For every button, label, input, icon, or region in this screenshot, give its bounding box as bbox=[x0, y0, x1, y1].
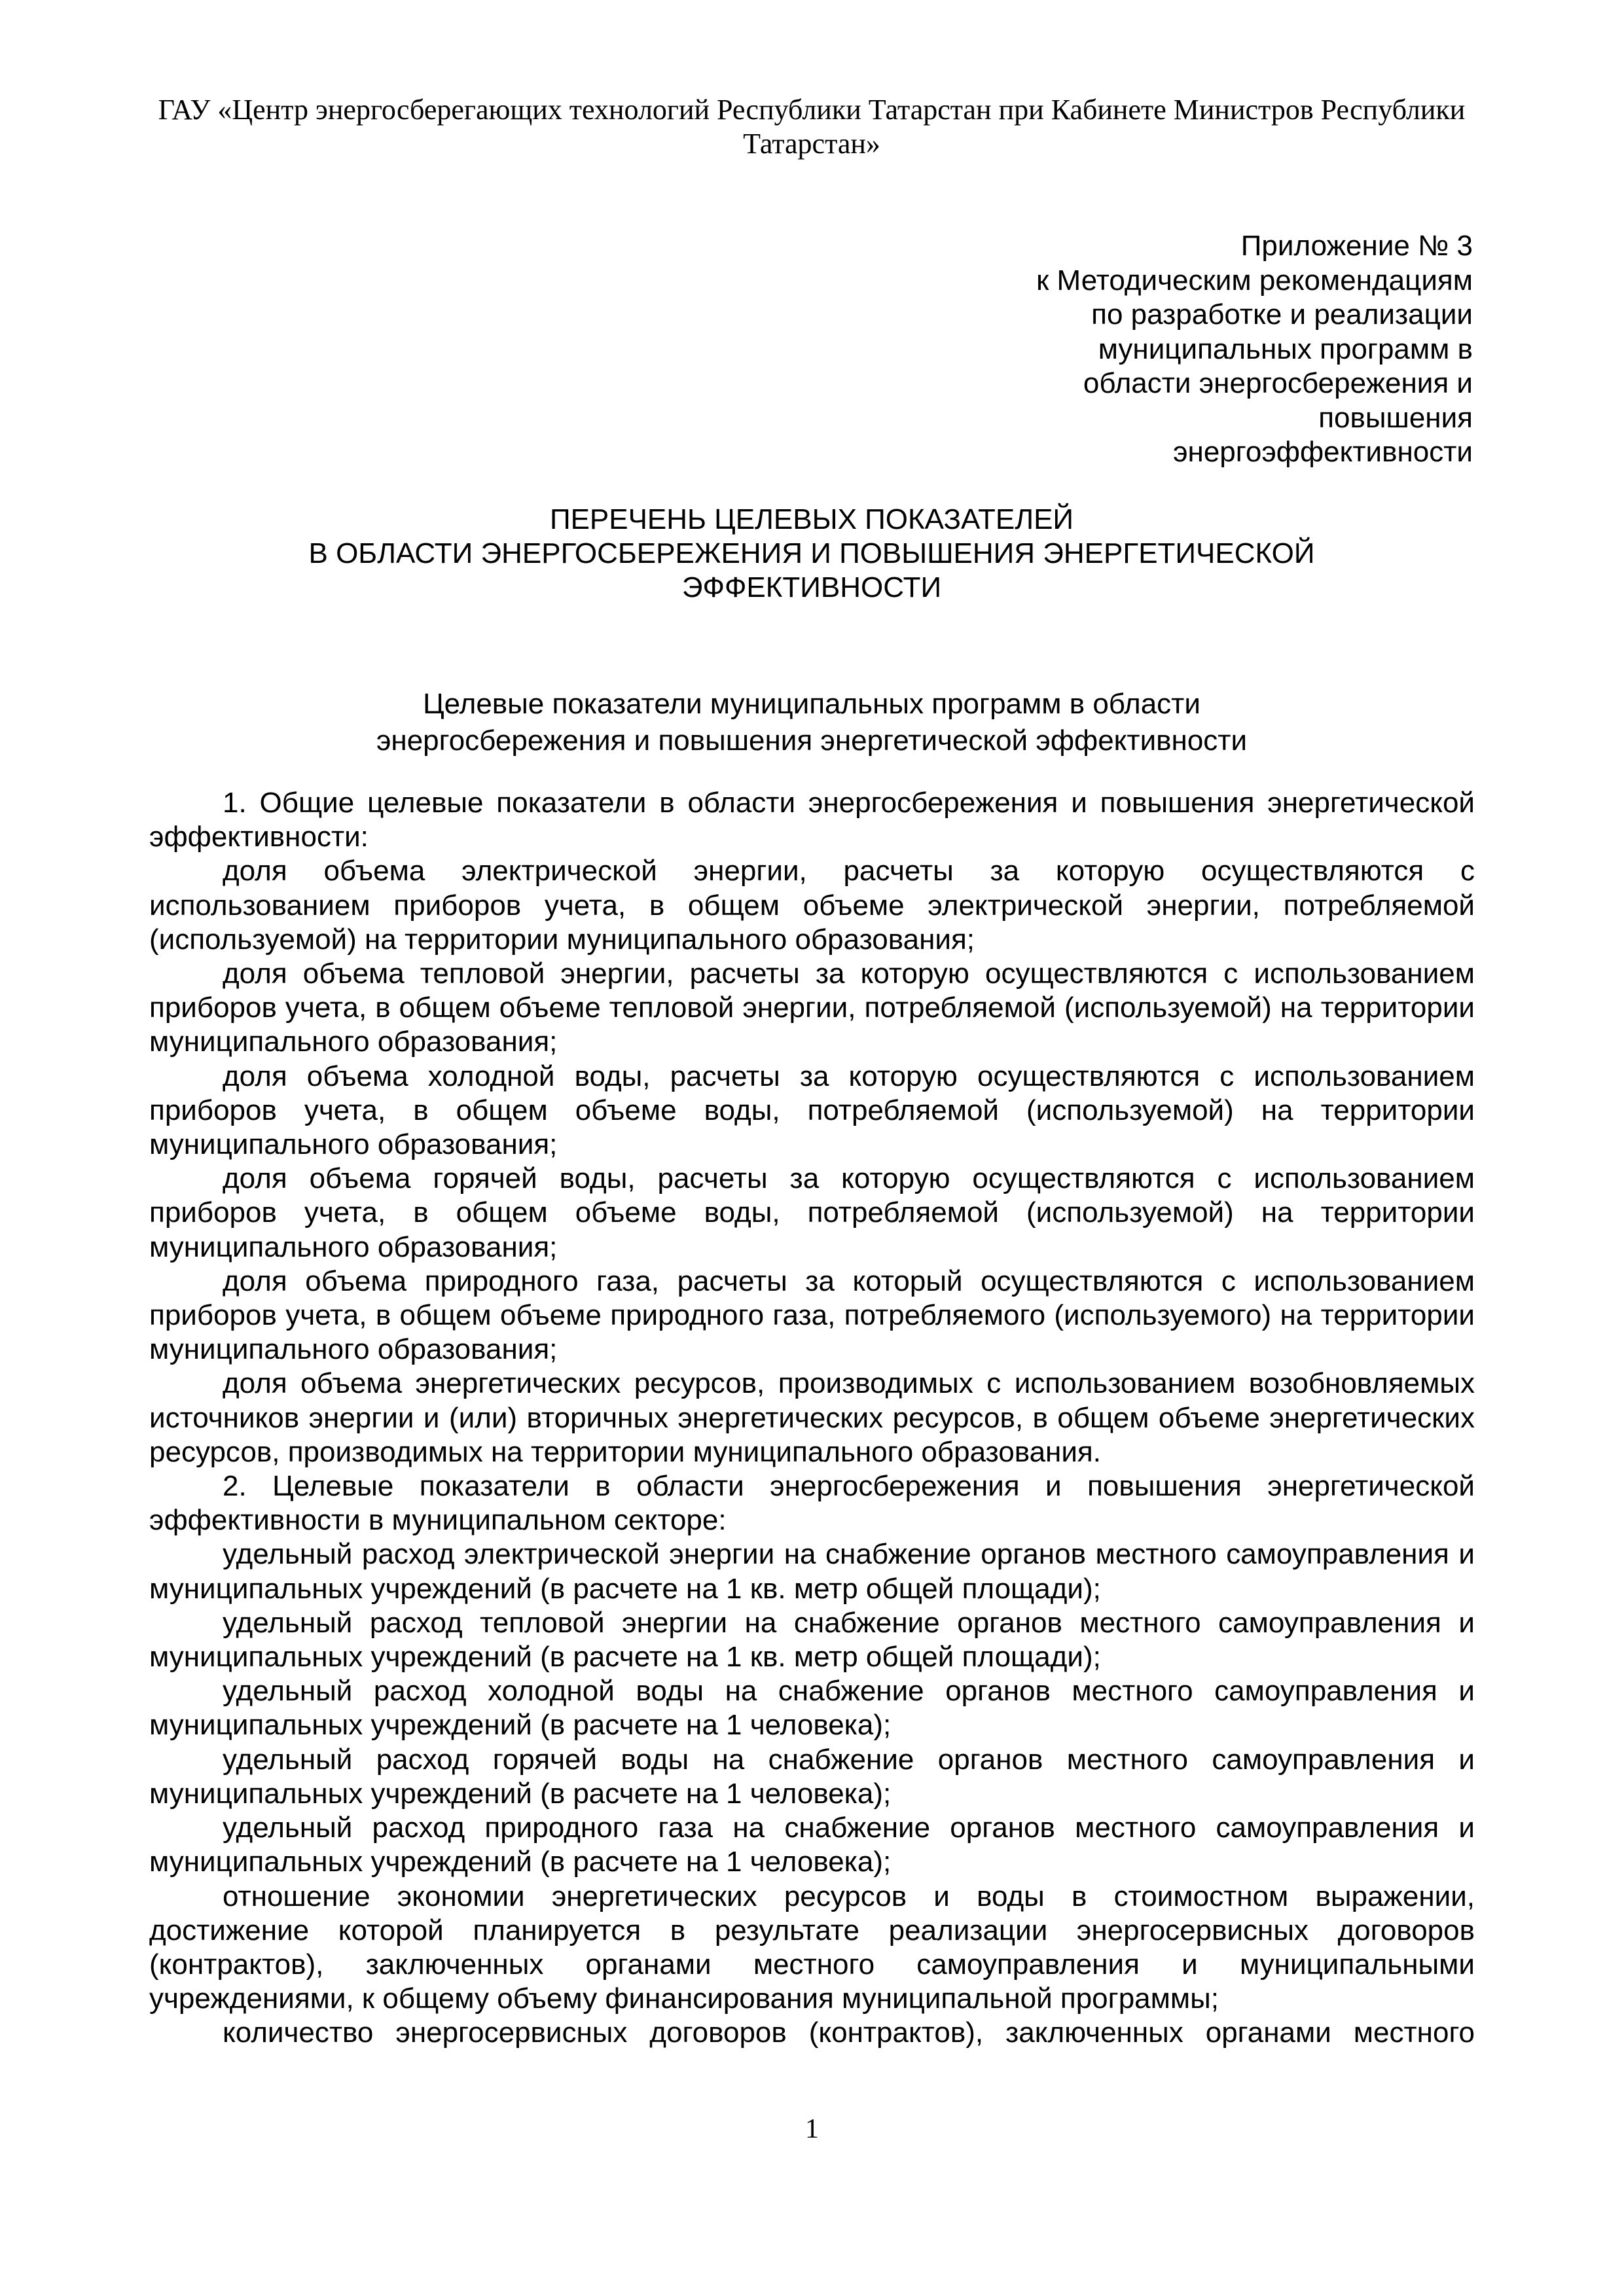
appendix-line: к Методическим рекомендациям bbox=[1036, 264, 1473, 296]
document-subtitle bbox=[151, 686, 1473, 759]
body-text bbox=[149, 786, 1475, 2051]
appendix-line: повышения bbox=[1318, 401, 1473, 434]
indicator-paragraph: доля объема тепловой энергии, расчеты за которую осуществляются с использованием приборов учета, в общем объеме тепловой энергии, потребляемой (используемой) на территории муниципального образования; bbox=[149, 958, 1475, 1058]
document-title bbox=[151, 503, 1473, 605]
indicator-paragraph: отношение экономии энергетических ресурсов и воды в стоимостном выражении, достижение которой планируется в результате реализации энергосервисных договоров (контрактов), заключенных органами местного самоуправления и муниципальными учреждениями, к общему объему финансирования муниципальной программы; bbox=[149, 1880, 1475, 2015]
title-line: В ОБЛАСТИ ЭНЕРГОСБЕРЕЖЕНИЯ И ПОВЫШЕНИЯ ЭНЕРГЕТИЧЕСКОЙ bbox=[308, 537, 1315, 569]
indicator-paragraph: удельный расход холодной воды на снабжение органов местного самоуправления и муниципальных учреждений (в расчете на 1 человека); bbox=[149, 1675, 1475, 1742]
indicator-paragraph: удельный расход электрической энергии на снабжение органов местного самоуправления и муниципальных учреждений (в расчете на 1 кв. метр общей площади); bbox=[149, 1538, 1475, 1605]
appendix-line: области энергосбережения и bbox=[1083, 367, 1473, 399]
page-number: 1 bbox=[805, 2114, 819, 2144]
title-line: ПЕРЕЧЕНЬ ЦЕЛЕВЫХ ПОКАЗАТЕЛЕЙ bbox=[549, 503, 1074, 535]
section-heading-2: 2. Целевые показатели в области энергосбережения и повышения энергетической эффективности в муниципальном секторе: bbox=[149, 1470, 1475, 1537]
appendix-line: по разработке и реализации bbox=[1091, 298, 1473, 331]
indicator-paragraph: доля объема горячей воды, расчеты за которую осуществляются с использованием приборов учета, в общем объеме воды, потребляемой (используемой) на территории муниципального образования; bbox=[149, 1162, 1475, 1263]
indicator-paragraph: доля объема природного газа, расчеты за который осуществляются с использованием приборов учета, в общем объеме природного газа, потребляемого (используемого) на территории муниципального образования; bbox=[149, 1265, 1475, 1366]
indicator-paragraph: удельный расход горячей воды на снабжение органов местного самоуправления и муниципальных учреждений (в расчете на 1 человека); bbox=[149, 1743, 1475, 1810]
indicator-paragraph: удельный расход тепловой энергии на снабжение органов местного самоуправления и муниципальных учреждений (в расчете на 1 кв. метр общей площади); bbox=[149, 1606, 1475, 1674]
organization-header: ГАУ «Центр энергосберегающих технологий Республики Татарстан при Кабинете Министров Республики Татарстан» bbox=[158, 94, 1466, 160]
appendix-line: Приложение № 3 bbox=[1240, 230, 1473, 262]
appendix-line: энергоэффективности bbox=[1173, 436, 1473, 468]
section-heading-1: 1. Общие целевые показатели в области энергосбережения и повышения энергетической эффективности: bbox=[149, 787, 1475, 853]
indicator-paragraph: количество энергосервисных договоров (контрактов), заключенных органами местного bbox=[223, 2017, 1475, 2049]
subtitle-line: Целевые показатели муниципальных программ в области bbox=[423, 688, 1200, 720]
title-line: ЭФФЕКТИВНОСТИ bbox=[681, 571, 942, 603]
appendix-line: муниципальных программ в bbox=[1098, 332, 1473, 365]
subtitle-line: энергосбережения и повышения энергетической эффективности bbox=[376, 725, 1248, 757]
indicator-paragraph: доля объема энергетических ресурсов, производимых с использованием возобновляемых источников энергии и (или) вторичных энергетических ресурсов, в общем объеме энергетических ресурсов, производимых на территории муниципального образования. bbox=[149, 1367, 1475, 1468]
appendix-note bbox=[851, 229, 1473, 470]
indicator-paragraph: доля объема электрической энергии, расчеты за которую осуществляются с использованием приборов учета, в общем объеме электрической энергии, потребляемой (используемой) на территории муниципального образования; bbox=[149, 855, 1475, 956]
indicator-paragraph: доля объема холодной воды, расчеты за которую осуществляются с использованием приборов учета, в общем объеме воды, потребляемой (используемой) на территории муниципального образования; bbox=[149, 1060, 1475, 1161]
indicator-paragraph: удельный расход природного газа на снабжение органов местного самоуправления и муниципальных учреждений (в расчете на 1 человека); bbox=[149, 1812, 1475, 1878]
